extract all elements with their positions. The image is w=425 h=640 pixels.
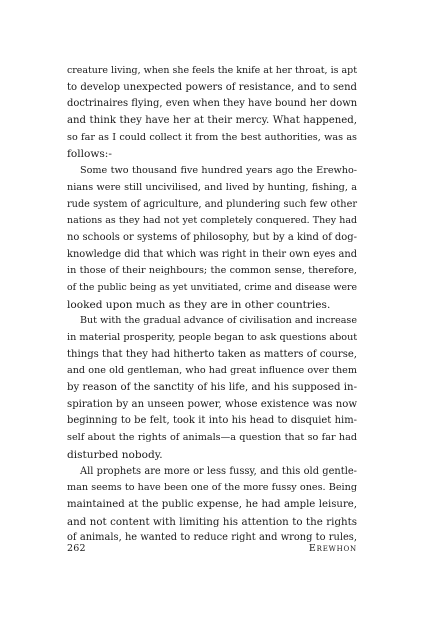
running-head: Erewhon	[308, 543, 357, 554]
text-line: of animals, he wanted to reduce right and wrong to rules,	[67, 532, 357, 544]
text-line: rude system of agriculture, and plundering such few other	[67, 198, 357, 210]
text-line: maintained at the public expense, he had ample leisure,	[67, 498, 357, 510]
text-line: beginning to be felt, took it into his head to disquiet him-	[67, 415, 357, 427]
text-line: and think they have her at their mercy. What happened,	[67, 115, 357, 127]
text-line: Some two thousand five hundred years ago the Erewho-	[80, 165, 357, 177]
text-line: by reason of the sanctity of his life, and his supposed in-	[67, 382, 357, 394]
page-body	[67, 63, 357, 547]
text-line: follows:-	[67, 148, 112, 161]
page-number: 262	[67, 543, 86, 554]
page-footer	[67, 543, 357, 554]
text-line: But with the gradual advance of civilisation and increase	[80, 315, 357, 327]
text-line: in those of their neighbours; the common sense, therefore,	[67, 265, 357, 277]
text-line: All prophets are more or less fussy, and this old gentle-	[80, 465, 357, 477]
text-line: to develop unexpected powers of resistance, and to send	[67, 81, 357, 93]
text-line: creature living, when she feels the knife at her throat, is apt	[67, 65, 357, 76]
text-line: nians were still uncivilised, and lived by hunting, fishing, a	[67, 181, 357, 193]
text-line: looked upon much as they are in other countries.	[67, 298, 331, 311]
text-line: in material prosperity, people began to ask questions about	[67, 332, 358, 343]
text-line: of the public being as yet unvitiated, crime and disease were	[67, 281, 357, 293]
text-line: and one old gentleman, who had great influence over them	[67, 365, 357, 377]
text-line: man seems to have been one of the more fussy ones. Being	[67, 482, 357, 494]
text-line: and not content with limiting his attention to the rights	[67, 515, 357, 528]
text-line: knowledge did that which was right in their own eyes and	[67, 248, 357, 260]
text-line: self about the rights of animals—a question that so far had	[67, 432, 357, 444]
text-line: no schools or systems of philosophy, but by a kind of dog-	[67, 231, 357, 243]
text-line: things that they had hitherto taken as matters of course,	[67, 348, 357, 360]
text-line: nations as they had not yet completely conquered. They had	[67, 215, 357, 227]
text-line: spiration by an unseen power, whose existence was now	[67, 398, 357, 410]
text-line: doctrinaires flying, even when they have bound her down	[67, 98, 358, 110]
body-text	[67, 63, 357, 547]
text-line: disturbed nobody.	[67, 448, 163, 461]
text-line: so far as I could collect it from the best authorities, was as	[67, 131, 357, 143]
